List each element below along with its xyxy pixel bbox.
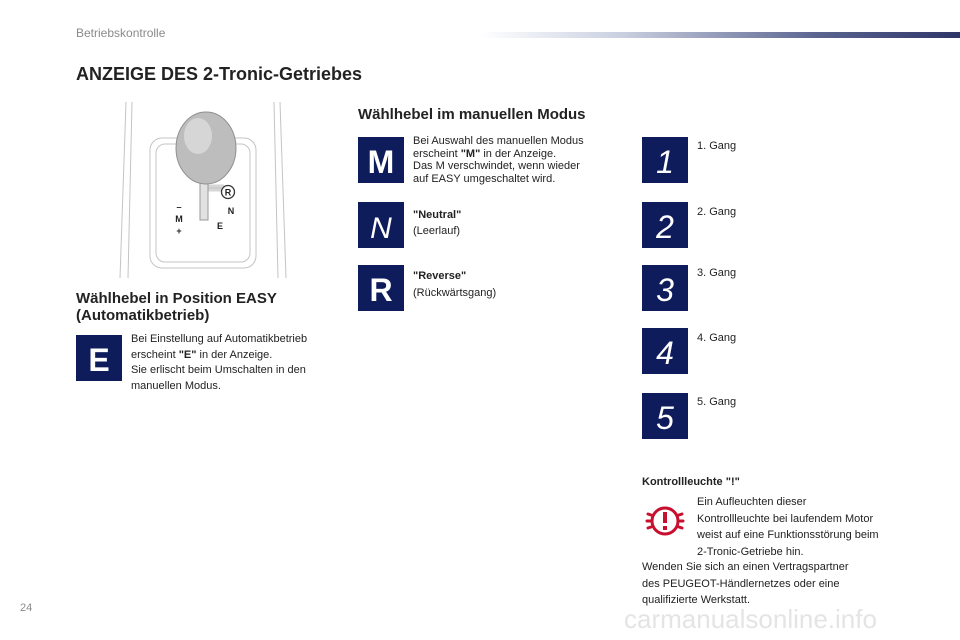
header-gradient-bar [480,32,960,38]
warning-line5: Wenden Sie sich an einen Vertragspartner [642,561,849,573]
warning-description [697,494,879,560]
selector-letter-r: R [224,187,232,198]
easy-title-line2: (Automatikbetrieb) [76,307,210,324]
gear-selector-illustration [118,100,288,280]
gear-3-label: 3. Gang [697,267,737,279]
display-gear-4 [642,328,688,374]
m-text-line2-bold: "M" [460,147,481,160]
easy-text-line2-bold: "E" [178,348,197,361]
display-gear-4-digit: 4 [656,335,674,371]
page-title: ANZEIGE DES 2-Tronic-Getriebes [76,64,363,84]
m-text-line2-post: in der Anzeige. [480,147,557,160]
easy-text-line2-pre: erscheint [131,348,179,361]
warning-line4: 2-Tronic-Getriebe hin. [697,545,804,558]
display-n-letter: N [370,212,392,245]
m-text-line2 [413,148,584,161]
warning-exclamation-icon [645,501,685,541]
watermark: carmanualsonline.info [624,604,877,634]
warning-advice [642,559,848,609]
section-header-label: Betriebskontrolle [76,26,166,40]
display-gear-1-digit: 1 [656,144,674,180]
easy-text-line4: manuellen Modus. [131,379,221,392]
reverse-label: "Reverse" [413,270,467,282]
easy-title-line1: Wählhebel in Position EASY [76,290,277,307]
gear-4-label: 4. Gang [697,332,737,344]
m-text-line1: Bei Auswahl des manuellen Modus [413,135,584,147]
neutral-description: (Leerlauf) [413,225,461,237]
display-r-letter: R [369,272,393,308]
display-e-letter: E [88,342,110,378]
display-gear-1 [642,137,688,183]
m-text-line2-pre: erscheint [413,147,461,160]
display-n [358,202,404,248]
display-gear-5-digit: 5 [656,400,674,436]
warning-line3: weist auf eine Funktionsstörung beim [697,529,879,541]
display-gear-5 [642,393,688,439]
page-number: 24 [20,602,33,614]
gear-1-label: 1. Gang [697,140,737,152]
display-r [358,265,404,311]
selector-letter-plus: + [176,226,182,236]
manual-section-title: Wählhebel im manuellen Modus [358,106,586,123]
warning-line6: des PEUGEOT-Händlernetzes oder eine [642,577,840,590]
warning-title: Kontrollleuchte "!" [642,476,740,488]
m-text-line4: auf EASY umgeschaltet wird. [413,172,556,185]
display-e [76,335,122,381]
display-gear-2-digit: 2 [656,209,674,245]
m-text-line3: Das M verschwindet, wenn wieder [413,160,580,172]
easy-text-line2-post: in der Anzeige. [196,348,273,361]
gear-2-label: 2. Gang [697,206,737,218]
display-gear-3-digit: 3 [656,272,674,308]
display-m-letter: M [367,144,395,180]
display-gear-2 [642,202,688,248]
display-m [358,137,404,183]
warning-line7: qualifizierte Werkstatt. [642,594,751,606]
neutral-label: "Neutral" [413,209,462,221]
warning-line2: Kontrollleuchte bei laufendem Motor [697,512,874,525]
easy-text-line3: Sie erlischt beim Umschalten in den [131,364,306,376]
warning-line1: Ein Aufleuchten dieser [697,496,807,508]
easy-description [131,332,307,394]
gear-5-label: 5. Gang [697,396,737,408]
m-description [413,135,584,185]
easy-section-title [76,290,277,324]
selector-letter-minus: – [176,202,182,212]
display-gear-3 [642,265,688,311]
easy-text-line2 [131,348,307,364]
selector-letter-m: M [175,214,183,224]
selector-letter-n: N [227,206,235,216]
easy-text-line1: Bei Einstellung auf Automatikbetrieb [131,333,308,345]
selector-letter-e: E [216,221,224,231]
reverse-description: (Rückwärtsgang) [413,287,497,299]
